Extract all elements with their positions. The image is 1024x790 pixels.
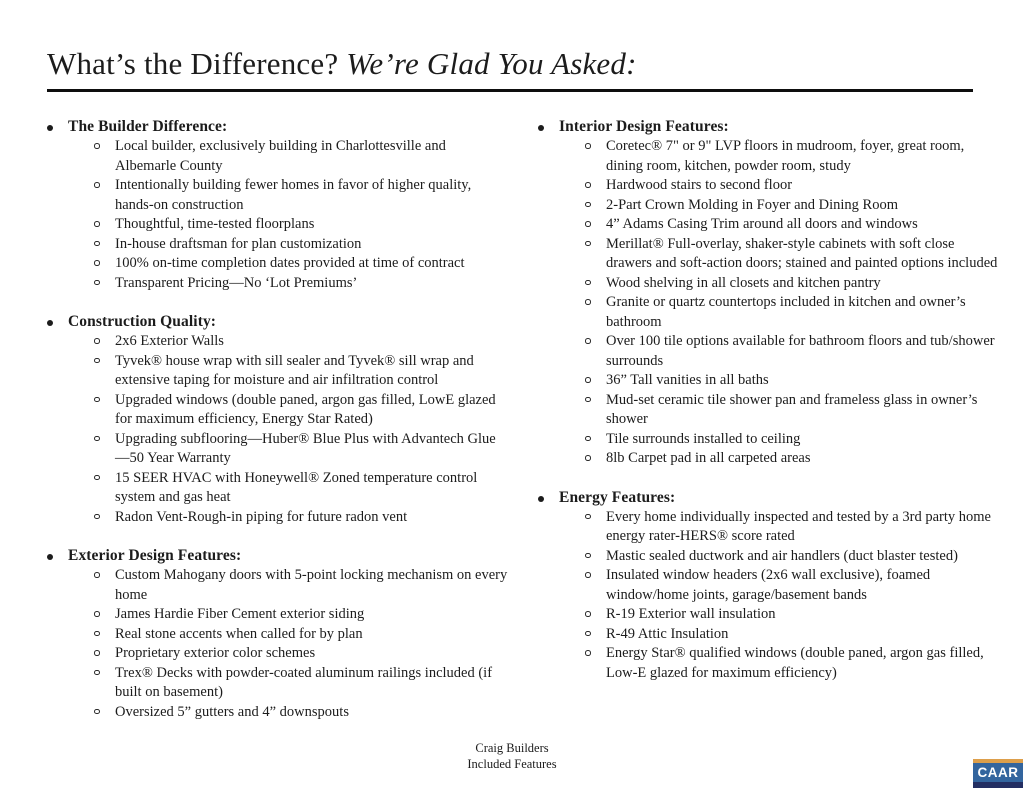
feature-item <box>94 664 509 703</box>
feature-section <box>538 116 1000 469</box>
feature-item-text: 2x6 Exterior Walls <box>115 333 224 349</box>
hollow-bullet-icon <box>94 605 115 625</box>
hollow-bullet-icon <box>585 547 606 567</box>
hollow-bullet-icon <box>585 274 606 294</box>
feature-item <box>585 566 1000 605</box>
feature-columns <box>47 116 1000 740</box>
feature-item <box>94 215 509 235</box>
section-item-list <box>94 137 509 293</box>
left-column <box>47 116 509 740</box>
feature-item-text: Trex® Decks with powder-coated aluminum railings included (if built on basement) <box>115 664 493 700</box>
feature-item-text: Insulated window headers (2x6 wall exclusive), foamed window/home joints, garage/basement bands <box>606 567 931 603</box>
feature-item <box>94 254 509 274</box>
feature-item <box>585 508 1000 547</box>
section-heading-row <box>47 311 509 332</box>
hollow-bullet-icon <box>585 625 606 645</box>
hollow-bullet-icon <box>94 469 115 508</box>
hollow-bullet-icon <box>585 332 606 371</box>
hollow-bullet-icon <box>585 371 606 391</box>
section-heading-label: Exterior Design Features: <box>68 547 242 564</box>
section-heading-row <box>47 545 509 566</box>
feature-item-text: 4” Adams Casing Trim around all doors and windows <box>606 216 918 232</box>
feature-section <box>538 487 1000 684</box>
feature-item-text: 36” Tall vanities in all baths <box>606 372 769 388</box>
feature-item-text: Upgraded windows (double paned, argon gas filled, LowE glazed for maximum efficiency, Energy Star Rated) <box>115 391 496 427</box>
feature-item-text: Oversized 5” gutters and 4” downspouts <box>115 703 349 720</box>
section-heading-label: Construction Quality: <box>68 313 217 330</box>
feature-item <box>94 391 509 430</box>
document-footer <box>0 741 1024 772</box>
feature-item-text: Custom Mahogany doors with 5-point locking mechanism on every home <box>115 567 508 603</box>
footer-document-title: Included Features <box>467 756 557 771</box>
hollow-bullet-icon <box>585 293 606 332</box>
feature-item <box>585 176 1000 196</box>
feature-item <box>94 137 509 176</box>
feature-item-text: Granite or quartz countertops included in kitchen and owner’s bathroom <box>606 294 966 330</box>
feature-item <box>585 137 1000 176</box>
feature-item-text: Hardwood stairs to second floor <box>606 177 793 193</box>
filled-bullet-icon <box>47 324 68 326</box>
feature-item-text: 15 SEER HVAC with Honeywell® Zoned temperature control system and gas heat <box>115 469 478 505</box>
feature-item-text: Energy Star® qualified windows (double paned, argon gas filled, Low-E glazed for maximum efficiency) <box>606 645 984 681</box>
feature-section <box>47 311 509 527</box>
feature-item-text: Mastic sealed ductwork and air handlers (duct blaster tested) <box>606 547 958 564</box>
feature-item-text: R-49 Attic Insulation <box>606 625 729 642</box>
hollow-bullet-icon <box>94 644 115 664</box>
feature-item <box>94 644 509 664</box>
caar-logo-navy-stripe <box>973 782 1023 788</box>
feature-item-text: Over 100 tile options available for bathroom floors and tub/shower surrounds <box>606 333 995 369</box>
hollow-bullet-icon <box>585 566 606 605</box>
feature-item-text: James Hardie Fiber Cement exterior siding <box>115 606 365 622</box>
feature-item <box>94 332 509 352</box>
section-item-list <box>585 508 1000 684</box>
hollow-bullet-icon <box>585 176 606 196</box>
hollow-bullet-icon <box>94 703 115 723</box>
feature-item-text: Proprietary exterior color schemes <box>115 645 316 661</box>
feature-item <box>585 235 1000 274</box>
feature-item <box>585 293 1000 332</box>
hollow-bullet-icon <box>585 215 606 235</box>
hollow-bullet-icon <box>585 137 606 176</box>
feature-item <box>94 176 509 215</box>
feature-item <box>585 430 1000 450</box>
feature-item <box>585 547 1000 567</box>
feature-item <box>94 703 509 723</box>
hollow-bullet-icon <box>94 215 115 235</box>
hollow-bullet-icon <box>94 352 115 391</box>
hollow-bullet-icon <box>94 137 115 176</box>
page-title <box>47 46 973 92</box>
feature-item-text: Transparent Pricing—No ‘Lot Premiums’ <box>115 274 358 291</box>
section-item-list <box>585 137 1000 469</box>
feature-item <box>94 605 509 625</box>
feature-item <box>585 644 1000 683</box>
hollow-bullet-icon <box>585 605 606 625</box>
feature-item <box>585 605 1000 625</box>
hollow-bullet-icon <box>94 430 115 469</box>
feature-item-text: 2-Part Crown Molding in Foyer and Dining Room <box>606 196 899 213</box>
section-item-list <box>94 332 509 527</box>
feature-item <box>94 274 509 294</box>
feature-item-text: Mud-set ceramic tile shower pan and frameless glass in owner’s shower <box>606 391 978 427</box>
feature-item <box>585 371 1000 391</box>
feature-item <box>585 274 1000 294</box>
feature-section <box>47 116 509 293</box>
feature-item-text: Tile surrounds installed to ceiling <box>606 430 801 447</box>
feature-item-text: Radon Vent-Rough-in piping for future radon vent <box>115 508 408 525</box>
feature-item <box>94 625 509 645</box>
filled-bullet-icon <box>47 129 68 131</box>
feature-item <box>585 391 1000 430</box>
hollow-bullet-icon <box>94 332 115 352</box>
feature-item-text: Wood shelving in all closets and kitchen pantry <box>606 274 881 291</box>
hollow-bullet-icon <box>94 508 115 528</box>
hollow-bullet-icon <box>585 644 606 683</box>
feature-item <box>585 332 1000 371</box>
hollow-bullet-icon <box>94 235 115 255</box>
hollow-bullet-icon <box>94 274 115 294</box>
page-title-regular: What’s the Difference? <box>47 46 339 81</box>
section-heading-label: The Builder Difference: <box>68 118 228 135</box>
feature-section <box>47 545 509 722</box>
feature-item <box>585 449 1000 469</box>
feature-item <box>94 566 509 605</box>
caar-logo <box>973 759 1023 788</box>
section-heading-label: Energy Features: <box>559 488 676 506</box>
hollow-bullet-icon <box>94 664 115 703</box>
feature-item-text: In-house draftsman for plan customization <box>115 235 362 252</box>
feature-item-text: Every home individually inspected and tested by a 3rd party home energy rater-HERS® score rated <box>606 508 991 544</box>
section-heading-row <box>538 487 1000 508</box>
hollow-bullet-icon <box>94 254 115 274</box>
feature-item <box>94 469 509 508</box>
feature-item-text: R-19 Exterior wall insulation <box>606 606 776 622</box>
section-heading-row <box>538 116 1000 137</box>
caar-logo-text: CAAR <box>973 763 1023 782</box>
section-item-list <box>94 566 509 722</box>
feature-item-text: Merillat® Full-overlay, shaker-style cabinets with soft close drawers and soft-action doors; stained and painted options included <box>606 235 998 271</box>
hollow-bullet-icon <box>585 235 606 274</box>
feature-item-text: Real stone accents when called for by plan <box>115 625 363 642</box>
feature-item <box>585 625 1000 645</box>
hollow-bullet-icon <box>94 391 115 430</box>
section-heading-row <box>47 116 509 137</box>
feature-item <box>94 235 509 255</box>
page-title-italic: We’re Glad You Asked: <box>346 46 637 81</box>
feature-item <box>94 508 509 528</box>
feature-item-text: Coretec® 7" or 9" LVP floors in mudroom, foyer, great room, dining room, kitchen, powder room, study <box>606 138 965 174</box>
filled-bullet-icon <box>538 500 559 502</box>
filled-bullet-icon <box>538 129 559 131</box>
hollow-bullet-icon <box>585 196 606 216</box>
feature-item-text: Local builder, exclusively building in Charlottesville and Albemarle County <box>115 138 446 174</box>
feature-item-text: Tyvek® house wrap with sill sealer and Tyvek® sill wrap and extensive taping for moisture and air infiltration control <box>115 352 474 388</box>
hollow-bullet-icon <box>585 508 606 547</box>
feature-item-text: 8lb Carpet pad in all carpeted areas <box>606 450 811 466</box>
hollow-bullet-icon <box>94 566 115 605</box>
feature-item <box>585 196 1000 216</box>
hollow-bullet-icon <box>585 449 606 469</box>
section-heading-label: Interior Design Features: <box>559 118 729 135</box>
filled-bullet-icon <box>47 558 68 560</box>
feature-item-text: Intentionally building fewer homes in favor of higher quality, hands-on construction <box>115 177 472 213</box>
feature-item-text: Thoughtful, time-tested floorplans <box>115 216 315 232</box>
hollow-bullet-icon <box>94 176 115 215</box>
feature-item <box>94 430 509 469</box>
feature-item <box>94 352 509 391</box>
hollow-bullet-icon <box>94 625 115 645</box>
feature-item <box>585 215 1000 235</box>
feature-item-text: 100% on-time completion dates provided at time of contract <box>115 255 465 271</box>
hollow-bullet-icon <box>585 391 606 430</box>
feature-item-text: Upgrading subflooring—Huber® Blue Plus with Advantech Glue—50 Year Warranty <box>115 430 496 466</box>
footer-company-name: Craig Builders <box>475 741 549 755</box>
hollow-bullet-icon <box>585 430 606 450</box>
right-column <box>538 116 1000 740</box>
